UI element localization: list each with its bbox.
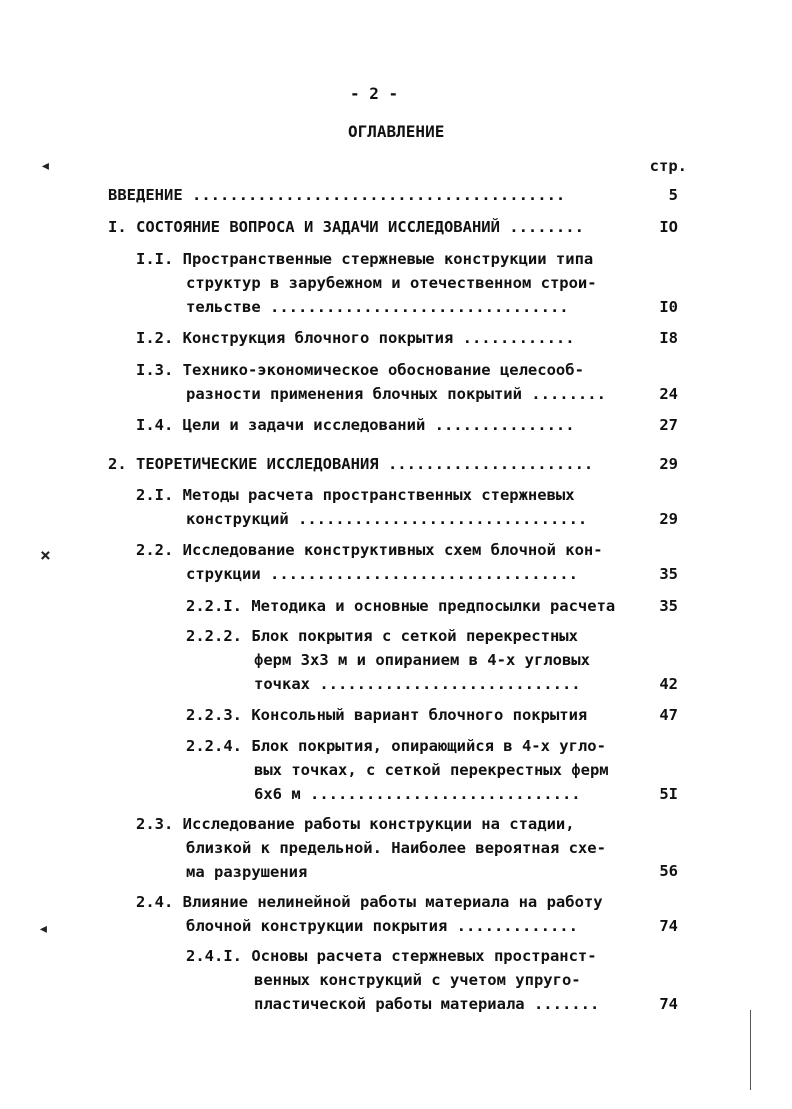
toc-title: ОГЛАВЛЕНИЕ xyxy=(348,122,445,141)
toc-entry-line: 2.4. Влияние нелинейной работы материала на работу xyxy=(136,893,603,911)
toc-entry-page: 24 xyxy=(659,385,678,403)
toc-entry-page: 47 xyxy=(659,706,678,724)
scan-edge-line xyxy=(750,1010,751,1090)
toc-entry-line: I. СОСТОЯНИЕ ВОПРОСА И ЗАДАЧИ ИССЛЕДОВАНИЙ ........ xyxy=(108,218,584,236)
toc-entry-line: пластической работы материала ....... xyxy=(254,995,600,1013)
toc-entry-line: блочной конструкции покрытия ............. xyxy=(186,917,578,935)
toc-entry-page: I0 xyxy=(659,298,678,316)
toc-entry-page: 56 xyxy=(659,862,678,880)
toc-entry-line: вых точках, с сеткой перекрестных ферм xyxy=(254,761,609,779)
toc-entry-line: близкой к предельной. Наиболее вероятная схе- xyxy=(186,839,606,857)
toc-entry-page: IO xyxy=(659,218,678,236)
margin-mark: ◂ xyxy=(40,155,51,176)
toc-entry-line: тельстве ................................ xyxy=(186,298,569,316)
toc-entry-line: 2.3. Исследование работы конструкции на стадии, xyxy=(136,815,575,833)
toc-entry-line: 2.2.2. Блок покрытия с сеткой перекрестных xyxy=(186,627,578,645)
toc-entry-line: разности применения блочных покрытий ........ xyxy=(186,385,606,403)
toc-entry-page: 74 xyxy=(659,917,678,935)
toc-entry-page: 29 xyxy=(659,455,678,473)
toc-entry-line: ферм 3х3 м и опиранием в 4-х угловых xyxy=(254,651,590,669)
toc-entry-line: 6х6 м ............................. xyxy=(254,785,581,803)
toc-entry-line: I.3. Технико-экономическое обоснование целесооб- xyxy=(136,361,584,379)
toc-entry-line: структур в зарубежном и отечественном строи- xyxy=(186,274,597,292)
toc-entry-line: I.2. Конструкция блочного покрытия ............ xyxy=(136,329,575,347)
toc-entry-page: 29 xyxy=(659,510,678,528)
margin-mark: ◂ xyxy=(38,918,49,939)
toc-entry-line: 2.2.I. Методика и основные предпосылки расчета xyxy=(186,597,616,615)
toc-entry-line: 2.2.4. Блок покрытия, опирающийся в 4-х угло- xyxy=(186,737,606,755)
toc-entry-page: 5 xyxy=(668,186,678,204)
toc-entry-line: точках ............................ xyxy=(254,675,581,693)
page-column-label: стр. xyxy=(649,157,687,175)
toc-entry-page: 42 xyxy=(659,675,678,693)
toc-entry-line: ма разрушения xyxy=(186,863,308,881)
toc-entry-line: 2. ТЕОРЕТИЧЕСКИЕ ИССЛЕДОВАНИЯ ...................... xyxy=(108,455,594,473)
toc-entry-page: 35 xyxy=(659,597,678,615)
toc-entry-line: 2.2. Исследование конструктивных схем блочной кон- xyxy=(136,541,603,559)
margin-mark: × xyxy=(40,545,51,566)
toc-entry-line: 2.2.3. Консольный вариант блочного покрытия xyxy=(186,706,588,724)
toc-entry-line: 2.I. Методы расчета пространственных стержневых xyxy=(136,486,575,504)
toc-entry-line: ВВЕДЕНИЕ ........................................ xyxy=(108,186,566,204)
toc-entry-line: венных конструкций с учетом упруго- xyxy=(254,971,581,989)
toc-entry-page: 5I xyxy=(659,785,678,803)
toc-entry-line: I.I. Пространственные стержневые конструкции типа xyxy=(136,250,594,268)
toc-entry-page: 74 xyxy=(659,995,678,1013)
page-number: - 2 - xyxy=(350,84,399,103)
toc-entry-page: 35 xyxy=(659,565,678,583)
toc-entry-line: струкции ................................. xyxy=(186,565,578,583)
toc-entry-line: I.4. Цели и задачи исследований ............... xyxy=(136,416,575,434)
toc-entry-page: I8 xyxy=(659,329,678,347)
toc-entry-page: 27 xyxy=(659,416,678,434)
toc-entry-line: конструкций ............................... xyxy=(186,510,588,528)
toc-entry-line: 2.4.I. Основы расчета стержневых пространст- xyxy=(186,947,597,965)
